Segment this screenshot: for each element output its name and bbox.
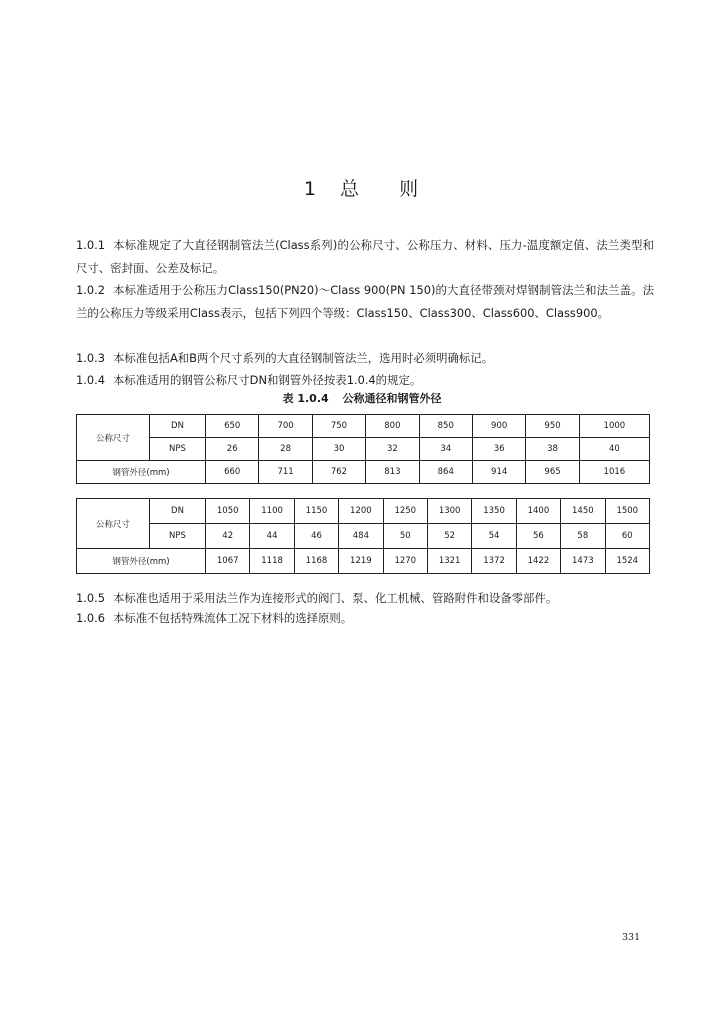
table-cell: 864 <box>419 461 472 484</box>
table-cell: 1450 <box>561 499 605 524</box>
table-cell: 30 <box>312 438 365 461</box>
table-cell: 1100 <box>250 499 294 524</box>
pipe-size-table-part-2 <box>76 498 650 574</box>
table-cell: 1524 <box>605 549 649 574</box>
paragraph-1-0-4 <box>76 369 654 392</box>
table-row <box>77 415 650 438</box>
table-cell: 1321 <box>427 549 471 574</box>
outer-diameter-header: 钢管外径(mm) <box>77 461 206 484</box>
table-cell: 1118 <box>250 549 294 574</box>
dn-header: DN <box>150 415 206 438</box>
table-cell: 1016 <box>579 461 649 484</box>
table-cell: 34 <box>419 438 472 461</box>
table-cell: 56 <box>516 524 560 549</box>
clause-number: 1.0.5 <box>76 591 105 605</box>
clause-text: 本标准不包括特殊流体工况下材料的选择原则。 <box>112 611 353 625</box>
clause-number: 1.0.4 <box>76 373 105 387</box>
table-cell: 914 <box>472 461 525 484</box>
paragraph-1-0-2 <box>76 279 654 324</box>
nominal-size-header: 公称尺寸 <box>77 499 150 549</box>
table-cell: 1250 <box>383 499 427 524</box>
table-cell: 1168 <box>294 549 338 574</box>
pipe-size-table-part-1 <box>76 414 650 484</box>
table-cell: 950 <box>526 415 579 438</box>
table-cell: 850 <box>419 415 472 438</box>
table-cell: 38 <box>526 438 579 461</box>
paragraph-1-0-1 <box>76 234 654 279</box>
nps-header: NPS <box>150 524 206 549</box>
page-number: 331 <box>622 932 641 943</box>
table-cell: 484 <box>339 524 383 549</box>
table-cell: 650 <box>206 415 259 438</box>
paragraph-1-0-6 <box>76 607 654 630</box>
table-cell: 660 <box>206 461 259 484</box>
table-row <box>77 438 650 461</box>
table-row <box>77 461 650 484</box>
table-cell: 1000 <box>579 415 649 438</box>
chapter-title <box>0 174 724 201</box>
table-cell: 1300 <box>427 499 471 524</box>
table-cell: 711 <box>259 461 312 484</box>
outer-diameter-header: 钢管外径(mm) <box>77 549 206 574</box>
clause-number: 1.0.6 <box>76 611 105 625</box>
table-cell: 813 <box>366 461 419 484</box>
table-cell: 750 <box>312 415 365 438</box>
paragraph-1-0-3 <box>76 347 654 370</box>
table-cell: 50 <box>383 524 427 549</box>
table-cell: 1350 <box>472 499 516 524</box>
table-cell: 46 <box>294 524 338 549</box>
table-cell: 1400 <box>516 499 560 524</box>
table-cell: 700 <box>259 415 312 438</box>
table-cell: 58 <box>561 524 605 549</box>
clause-text: 本标准适用的钢管公称尺寸DN和钢管外径按表1.0.4的规定。 <box>112 373 422 387</box>
table-caption <box>0 390 724 406</box>
table-cell: 1372 <box>472 549 516 574</box>
table-cell: 32 <box>366 438 419 461</box>
table-row <box>77 524 650 549</box>
table-cell: 1219 <box>339 549 383 574</box>
table-cell: 1500 <box>605 499 649 524</box>
nps-header: NPS <box>150 438 206 461</box>
chapter-number: 1 <box>303 178 318 200</box>
table-cell: 1150 <box>294 499 338 524</box>
table-cell: 1473 <box>561 549 605 574</box>
clause-text: 本标准包括A和B两个尺寸系列的大直径钢制管法兰，选用时必须明确标记。 <box>112 351 494 365</box>
table-row <box>77 549 650 574</box>
table-caption-title: 公称通径和钢管外径 <box>342 392 442 405</box>
table-caption-number: 表 1.0.4 <box>282 392 329 405</box>
table-cell: 26 <box>206 438 259 461</box>
table-cell: 60 <box>605 524 649 549</box>
table-cell: 762 <box>312 461 365 484</box>
nominal-size-header: 公称尺寸 <box>77 415 150 461</box>
clause-text: 本标准也适用于采用法兰作为连接形式的阀门、泵、化工机械、管路附件和设备零部件。 <box>112 591 558 605</box>
table-cell: 1050 <box>206 499 250 524</box>
table-cell: 1270 <box>383 549 427 574</box>
table-cell: 54 <box>472 524 516 549</box>
table-row <box>77 499 650 524</box>
table-cell: 42 <box>206 524 250 549</box>
table-cell: 1422 <box>516 549 560 574</box>
clause-text: 本标准适用于公称压力Class150(PN20)～Class 900(PN 150)的大直径带颈对焊钢制管法兰和法兰盖。法兰的公称压力等级采用Class表示，包括下列四个等级：Class150、Class300、Class600、Class900。 <box>76 283 654 320</box>
clause-number: 1.0.2 <box>76 283 105 297</box>
table-cell: 800 <box>366 415 419 438</box>
table-cell: 1067 <box>206 549 250 574</box>
chapter-title-char-2: 则 <box>399 178 421 200</box>
table-cell: 36 <box>472 438 525 461</box>
table-cell: 1200 <box>339 499 383 524</box>
clause-text: 本标准规定了大直径钢制管法兰(Class系列)的公称尺寸、公称压力、材料、压力-温度额定值、法兰类型和尺寸、密封面、公差及标记。 <box>76 238 654 275</box>
table-cell: 900 <box>472 415 525 438</box>
table-cell: 28 <box>259 438 312 461</box>
table-cell: 40 <box>579 438 649 461</box>
dn-header: DN <box>150 499 206 524</box>
clause-number: 1.0.1 <box>76 238 105 252</box>
chapter-title-char-1: 总 <box>340 178 362 200</box>
table-cell: 52 <box>427 524 471 549</box>
table-cell: 44 <box>250 524 294 549</box>
clause-number: 1.0.3 <box>76 351 105 365</box>
table-cell: 965 <box>526 461 579 484</box>
